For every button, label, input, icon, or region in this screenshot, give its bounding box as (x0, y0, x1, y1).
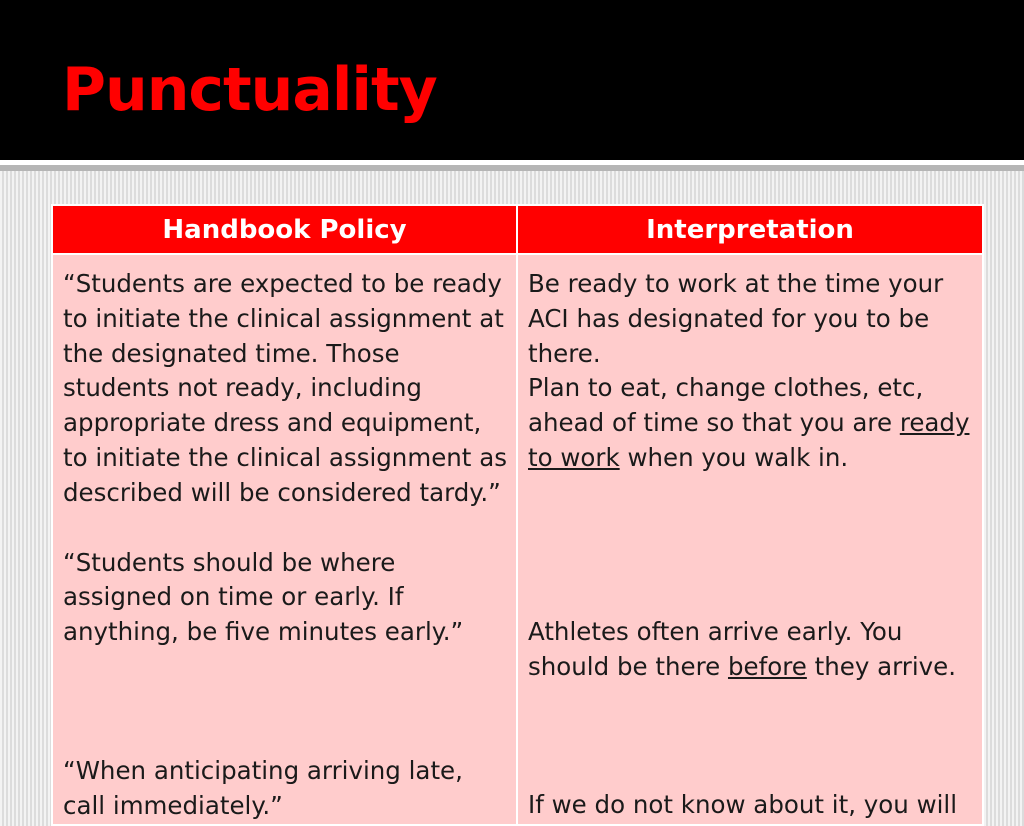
interpretation-athletes-end: they arrive. (806, 651, 957, 681)
policy-quote-readiness: “Students are expected to be ready to initiate the clinical assignment at the designated time. Those students not ready, including appropriate dress and equipment, to initiate the clinical assignment as described will be considered tardy.” (63, 269, 507, 507)
title-bar (0, 0, 1024, 160)
table-row (52, 254, 983, 825)
table-header-row (52, 205, 983, 254)
policy-table (51, 204, 984, 826)
title-divider-dark (0, 165, 1024, 171)
policy-cell (52, 254, 517, 825)
interpretation-athletes-text: Athletes often arrive early. You should be there (528, 616, 903, 681)
interpretation-cell (517, 254, 983, 825)
interpretation-plan-ahead-end: when you walk in. (619, 442, 849, 472)
before-emphasis: before (727, 651, 807, 681)
policy-quote-on-time: “Students should be where assigned on time or early. If anything, be five minutes early.” (63, 547, 464, 647)
ready-to-work-emphasis: ready to work (528, 408, 970, 472)
interpretation-notify: If we do not know about it, you will (528, 790, 958, 820)
slide-title: Punctuality (62, 55, 437, 125)
header-handbook-policy: Handbook Policy (52, 205, 517, 254)
interpretation-athletes (528, 615, 973, 685)
header-interpretation: Interpretation (517, 205, 983, 254)
policy-quote-late-call: “When anticipating arriving late, call immediately.” (63, 755, 463, 820)
interpretation-plan-ahead (528, 371, 973, 475)
interpretation-ready-time: Be ready to work at the time your ACI has designated for you to be there. (528, 269, 944, 368)
interpretation-plan-ahead-text: Plan to eat, change clothes, etc, ahead of time so that you are (528, 373, 924, 438)
